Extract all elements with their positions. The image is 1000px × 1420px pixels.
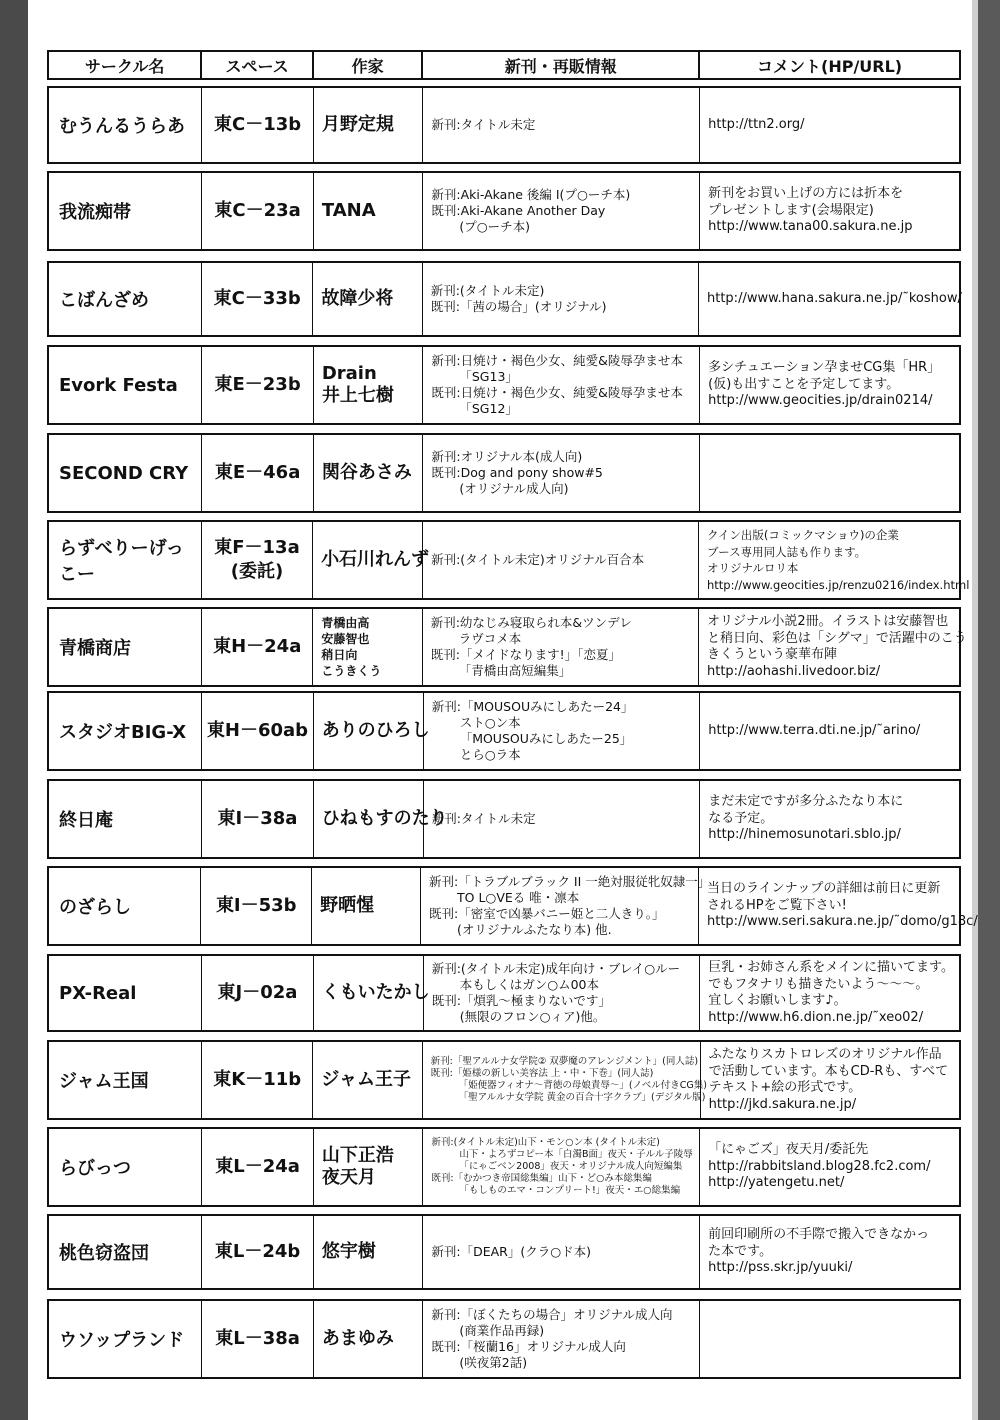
comment-line: されるHPをご覧下さい! [707, 897, 847, 913]
release-info [423, 347, 700, 423]
info-line: (オリジナル成人向) [459, 481, 569, 496]
author-line: Drain [321, 363, 377, 384]
author-name [312, 868, 421, 944]
release-info [424, 956, 701, 1030]
homepage-link[interactable]: http://hinemosunotari.sblo.jp/ [708, 827, 901, 843]
comment-line: 「にゃごズ」夜天月/委託先 [708, 1142, 869, 1158]
comment [700, 173, 959, 249]
author-name [314, 1301, 424, 1377]
info-line: 本もしくはガン○ム00本 [459, 977, 600, 992]
info-line: 「もしものエマ・コンプリート!」夜天・エ○総集編 [459, 1185, 681, 1196]
comment-line: クイン出版(コミックマショウ)の企業 [707, 528, 899, 542]
info-line: 新刊:(タイトル未定)オリジナル百合本 [431, 552, 645, 567]
author-line: くもいたかし [321, 982, 430, 1003]
info-line: 新刊:「MOUSOUみにしあたー24」 [431, 699, 634, 714]
comment-line: オリジナルロリ本 [707, 561, 799, 575]
table-header [47, 50, 961, 80]
info-line: 既刊:「メイドなります!」「恋夏」 [430, 647, 621, 662]
comment-line: と稍日向、彩色は「シグマ」で活躍中のこう [707, 630, 967, 646]
comment-line: なる予定。 [708, 810, 774, 826]
table-row [47, 1214, 961, 1290]
table-row [47, 954, 961, 1032]
header-author: 作家 [314, 52, 424, 78]
circle-name: 桃色窃盗団 [49, 1216, 202, 1288]
author-line: 夜天月 [321, 1167, 376, 1188]
comment [700, 435, 959, 511]
comment-line: オリジナル小説2冊。イラストは安藤智也 [707, 614, 949, 629]
info-line: (オリジナルふたなり本) 他. [457, 922, 612, 937]
circle-name: らずべりーげっこー [49, 522, 202, 598]
author-name [314, 1216, 424, 1288]
release-info [423, 263, 699, 335]
circle-name: Evork Festa [49, 347, 202, 423]
comment-line: で活動しています。本もCD-Rも、すべて [708, 1063, 949, 1079]
header-info: 新刊・再販情報 [423, 52, 700, 78]
author-line: 稍日向 [321, 648, 358, 662]
info-line: 新刊:日焼け・褐色少女、純愛&陵辱孕ませ本 [431, 353, 683, 368]
space-line: 東E－46a [214, 462, 301, 483]
comment [700, 347, 959, 423]
info-line: とら○ラ本 [459, 747, 521, 762]
info-line: 新刊:「聖アルルナ女学院② 双夢魔のアレンジメント」(同人誌) [430, 1056, 699, 1067]
info-line: 既刊:Aki-Akane Another Day [431, 203, 606, 218]
space-number [202, 88, 314, 162]
comment [700, 1129, 959, 1205]
space-line: 東H－60ab [206, 720, 309, 741]
info-line: 新刊:タイトル未定 [431, 117, 536, 132]
header-space: スペース [202, 52, 314, 78]
info-line: 既刊:「桜蘭16」オリジナル成人向 [431, 1339, 626, 1354]
author-line: あまゆみ [321, 1328, 394, 1349]
space-number [202, 956, 313, 1030]
author-line: 月野定規 [321, 114, 394, 135]
space-line: 東J－02a [217, 982, 298, 1003]
comment [700, 693, 959, 769]
circle-name: 青橋商店 [49, 609, 202, 685]
comment-line: プレゼントします(会場限定) [708, 202, 874, 218]
comment-line: テキスト+絵の形式です。 [708, 1080, 862, 1095]
comment-line: 前回印刷所の不手際で搬入できなかっ [708, 1227, 930, 1243]
release-info [423, 1301, 700, 1377]
space-number [202, 781, 313, 857]
author-name [314, 347, 424, 423]
space-number [202, 693, 313, 769]
table-row [47, 520, 970, 600]
table-row [47, 86, 961, 164]
space-number [202, 1129, 314, 1205]
space-number [202, 1216, 314, 1288]
release-info [423, 1129, 700, 1205]
homepage-link[interactable]: http://ttn2.org/ [708, 116, 805, 132]
homepage-link[interactable]: http://www.tana00.sakura.ne.jp [708, 219, 913, 235]
homepage-link[interactable]: http://www.geocities.jp/drain0214/ [708, 393, 933, 409]
comment [700, 956, 959, 1030]
circle-name: らびっつ [49, 1129, 202, 1205]
info-line: 新刊:(タイトル未定)山下・モン○ン本 (タイトル未定) [431, 1137, 660, 1148]
left-page-edge [0, 0, 28, 1420]
space-line: (委託) [230, 561, 284, 582]
header-circle: サークル名 [49, 52, 202, 78]
space-number [201, 868, 312, 944]
author-name [313, 1042, 422, 1118]
comment [700, 88, 959, 162]
info-line: (無限のフロン○ィア)他。 [459, 1009, 606, 1024]
author-name [314, 435, 424, 511]
comment [700, 1216, 959, 1288]
comment-line: きくうという豪華布陣 [707, 647, 838, 662]
space-line: 東C－13b [214, 114, 302, 135]
space-line: 東L－38a [215, 1328, 300, 1349]
comment-line: まだ未定ですが多分ふたなり本に [708, 794, 904, 810]
space-line: 東L－24a [215, 1156, 300, 1177]
space-line: 東E－23b [214, 374, 301, 395]
author-name [314, 173, 424, 249]
info-line: 「姫便器フィオナ～背徳の母娘責辱～」(ノベル付きCG集) [458, 1080, 707, 1091]
homepage-link[interactable]: http://www.seri.sakura.ne.jp/˜domo/g18c/ [707, 914, 978, 930]
space-number [202, 522, 313, 598]
comment-line: 宜しくお願いします♪。 [708, 993, 847, 1008]
circle-name: SECOND CRY [49, 435, 202, 511]
comment-line: ふたなりスカトロレズのオリジナル作品 [708, 1047, 942, 1062]
author-name [313, 609, 422, 685]
circle-name: むうんるうらあ [49, 88, 202, 162]
table-row [47, 1040, 961, 1120]
table-row [47, 607, 967, 687]
info-line: 既刊:Dog and pony show#5 [431, 465, 603, 480]
space-line: 東K－11b [213, 1069, 302, 1090]
info-line: 既刊:「密室で凶暴バニー姫と二人きり。」 [429, 906, 665, 921]
release-info [421, 868, 711, 944]
info-line: 新刊:(タイトル未定) [430, 283, 545, 298]
info-line: 「MOUSOUみにしあたー25」 [459, 731, 633, 746]
info-line: 既刊:「茜の場合」(オリジナル) [430, 299, 607, 314]
info-line: (咲夜第2話) [459, 1355, 528, 1370]
info-line: 「SG12」 [459, 401, 518, 416]
comment [701, 1042, 959, 1118]
circle-name: スタジオBIG-X [49, 693, 202, 769]
table-row [47, 171, 961, 251]
homepage-link[interactable]: http://www.h6.dion.ne.jp/˜xeo02/ [708, 1009, 924, 1025]
homepage-link[interactable]: http://www.hana.sakura.ne.jp/˜koshow/ [707, 290, 962, 306]
info-line: (商業作品再録) [459, 1323, 545, 1338]
comment [700, 781, 959, 857]
homepage-link[interactable]: http://pss.skr.jp/yuuki/ [708, 1260, 853, 1276]
author-name [313, 263, 422, 335]
info-line: (プ○ーチ本) [459, 219, 531, 234]
info-line: 「青橋由高短編集」 [458, 663, 572, 678]
author-line: ジャム王子 [321, 1069, 411, 1090]
homepage-link[interactable]: http://www.terra.dti.ne.jp/˜arino/ [708, 722, 921, 738]
space-number [202, 263, 313, 335]
comment-line: た本です。 [708, 1243, 773, 1259]
author-name [314, 1129, 424, 1205]
info-line: 新刊:「トラブルブラック II 一絶対服従牝奴隷一」 [429, 874, 711, 889]
table-row [47, 1127, 961, 1207]
author-line: ありのひろし [321, 720, 430, 741]
homepage-link[interactable]: http://www.geocities.jp/renzu0216/index.html [707, 577, 970, 592]
author-line: 関谷あさみ [321, 462, 412, 483]
space-line: 東I－53b [215, 895, 297, 916]
table-row [47, 1299, 961, 1379]
release-info [423, 88, 700, 162]
author-line: TANA [321, 200, 376, 221]
space-line: 東C－23a [214, 200, 301, 221]
comment [699, 522, 970, 598]
author-name [313, 522, 430, 598]
info-line: 既刊:「姫様の新しい美容法 上・中・下巻」(同人誌) [430, 1068, 654, 1079]
space-number [202, 173, 314, 249]
author-line: 青橋由高 [321, 616, 370, 630]
author-name [314, 693, 430, 769]
right-page-edge [978, 0, 1000, 1420]
release-info [424, 693, 701, 769]
comment [699, 609, 967, 685]
comment [699, 263, 962, 335]
info-line: 新刊:幼なじみ寝取られ本&ツンデレ [430, 615, 632, 630]
author-name [314, 781, 448, 857]
info-line: 新刊:タイトル未定 [431, 811, 536, 826]
table-row [47, 261, 961, 337]
author-line: ひねもすのたり [321, 808, 448, 829]
comment-line: (仮)も出すことを予定してます。 [708, 376, 900, 392]
comment-line: 新刊をお買い上げの方には折本を [708, 186, 904, 202]
space-number [202, 347, 314, 423]
circle-name: 終日庵 [49, 781, 202, 857]
release-info [423, 435, 700, 511]
author-line: 故障少将 [321, 288, 394, 309]
info-line: 「聖アルルナ女学院 黄金の百合十字クラブ」(デジタル版) [458, 1092, 706, 1103]
table-row [47, 691, 961, 771]
release-info [424, 781, 701, 857]
author-line: 安藤智也 [321, 632, 370, 646]
author-line: 野晒惺 [320, 895, 375, 916]
info-line: 新刊:オリジナル本(成人向) [431, 449, 583, 464]
info-line: 「SG13」 [459, 369, 518, 384]
release-info [423, 522, 699, 598]
space-line: 東L－24b [214, 1241, 301, 1262]
homepage-link[interactable]: http://rabbitsland.blog28.fc2.com/ [708, 1158, 931, 1174]
circle-name: ジャム王国 [49, 1042, 202, 1118]
comment-line: 巨乳・お姉さん系をメインに描いてます。 [708, 960, 954, 975]
table-row [47, 866, 978, 946]
circle-name: ウソップランド [49, 1301, 202, 1377]
release-info [423, 1042, 707, 1118]
author-name [314, 956, 430, 1030]
space-number [202, 1042, 313, 1118]
space-line: 東F－13a [214, 537, 300, 558]
table-row [47, 345, 961, 425]
comment-line: 多シチュエーション孕ませCG集「HR」 [708, 360, 941, 376]
space-number [202, 1301, 314, 1377]
info-line: 新刊:Aki-Akane 後編 I(プ○ーチ本) [431, 187, 631, 202]
homepage-link[interactable]: http://aohashi.livedoor.biz/ [707, 663, 881, 679]
author-line: 悠宇樹 [321, 1241, 376, 1262]
comment [700, 1301, 959, 1377]
info-line: 新刊:「ぼくたちの場合」オリジナル成人向 [431, 1307, 673, 1322]
author-line: 山下正浩 [321, 1145, 394, 1166]
homepage-link[interactable]: http://yatengetu.net/ [708, 1175, 845, 1191]
homepage-link[interactable]: http://jkd.sakura.ne.jp/ [708, 1096, 857, 1112]
table-row [47, 779, 961, 859]
release-info [423, 609, 699, 685]
info-line: TO L○VEる 唯・凛本 [457, 890, 580, 905]
comment-line: ブース専用同人誌も作ります。 [707, 544, 867, 559]
space-number [202, 609, 313, 685]
author-line: こうきくう [321, 664, 382, 678]
circle-name: こばんざめ [49, 263, 202, 335]
info-line: ラヴコメ本 [458, 631, 522, 646]
space-line: 東H－24a [213, 636, 302, 657]
info-line: 新刊:「DEAR」(クラ○ド本) [431, 1244, 592, 1259]
comment-line: でもフタナリも描きたいよう～～～。 [708, 976, 929, 992]
info-line: 山下・よろずコピー本「白濁B面」夜天・子ルル子陵辱 [459, 1149, 693, 1160]
release-info [423, 173, 700, 249]
info-line: 既刊:「むかつき帝国総集編」山下・ど○み本総集編 [431, 1173, 652, 1184]
comment [699, 868, 978, 944]
space-line: 東I－38a [217, 808, 298, 829]
author-line: 小石川れんず [321, 549, 430, 570]
table-row [47, 433, 961, 513]
release-info [423, 1216, 700, 1288]
space-number [202, 435, 314, 511]
header-comment: コメント(HP/URL) [757, 56, 903, 76]
info-line: 新刊:(タイトル未定)成年向け・ブレイ○ルー [431, 961, 681, 976]
circle-name: 我流痴帯 [49, 173, 202, 249]
space-line: 東C－33b [213, 288, 301, 309]
info-line: 既刊:日焼け・褐色少女、純愛&陵辱孕ませ本 [431, 385, 683, 400]
info-line: 「にゃごベン2008」夜天・オリジナル成人向短編集 [459, 1161, 683, 1172]
circle-name: PX-Real [49, 956, 202, 1030]
author-line: 井上七樹 [321, 385, 394, 406]
author-name [314, 88, 424, 162]
info-line: 既刊:「煩乳～極まりないです」 [431, 993, 611, 1008]
info-line: スト○ン本 [459, 715, 521, 730]
circle-name: のざらし [49, 868, 201, 944]
comment-line: 当日のラインナップの詳細は前日に更新 [707, 881, 941, 897]
